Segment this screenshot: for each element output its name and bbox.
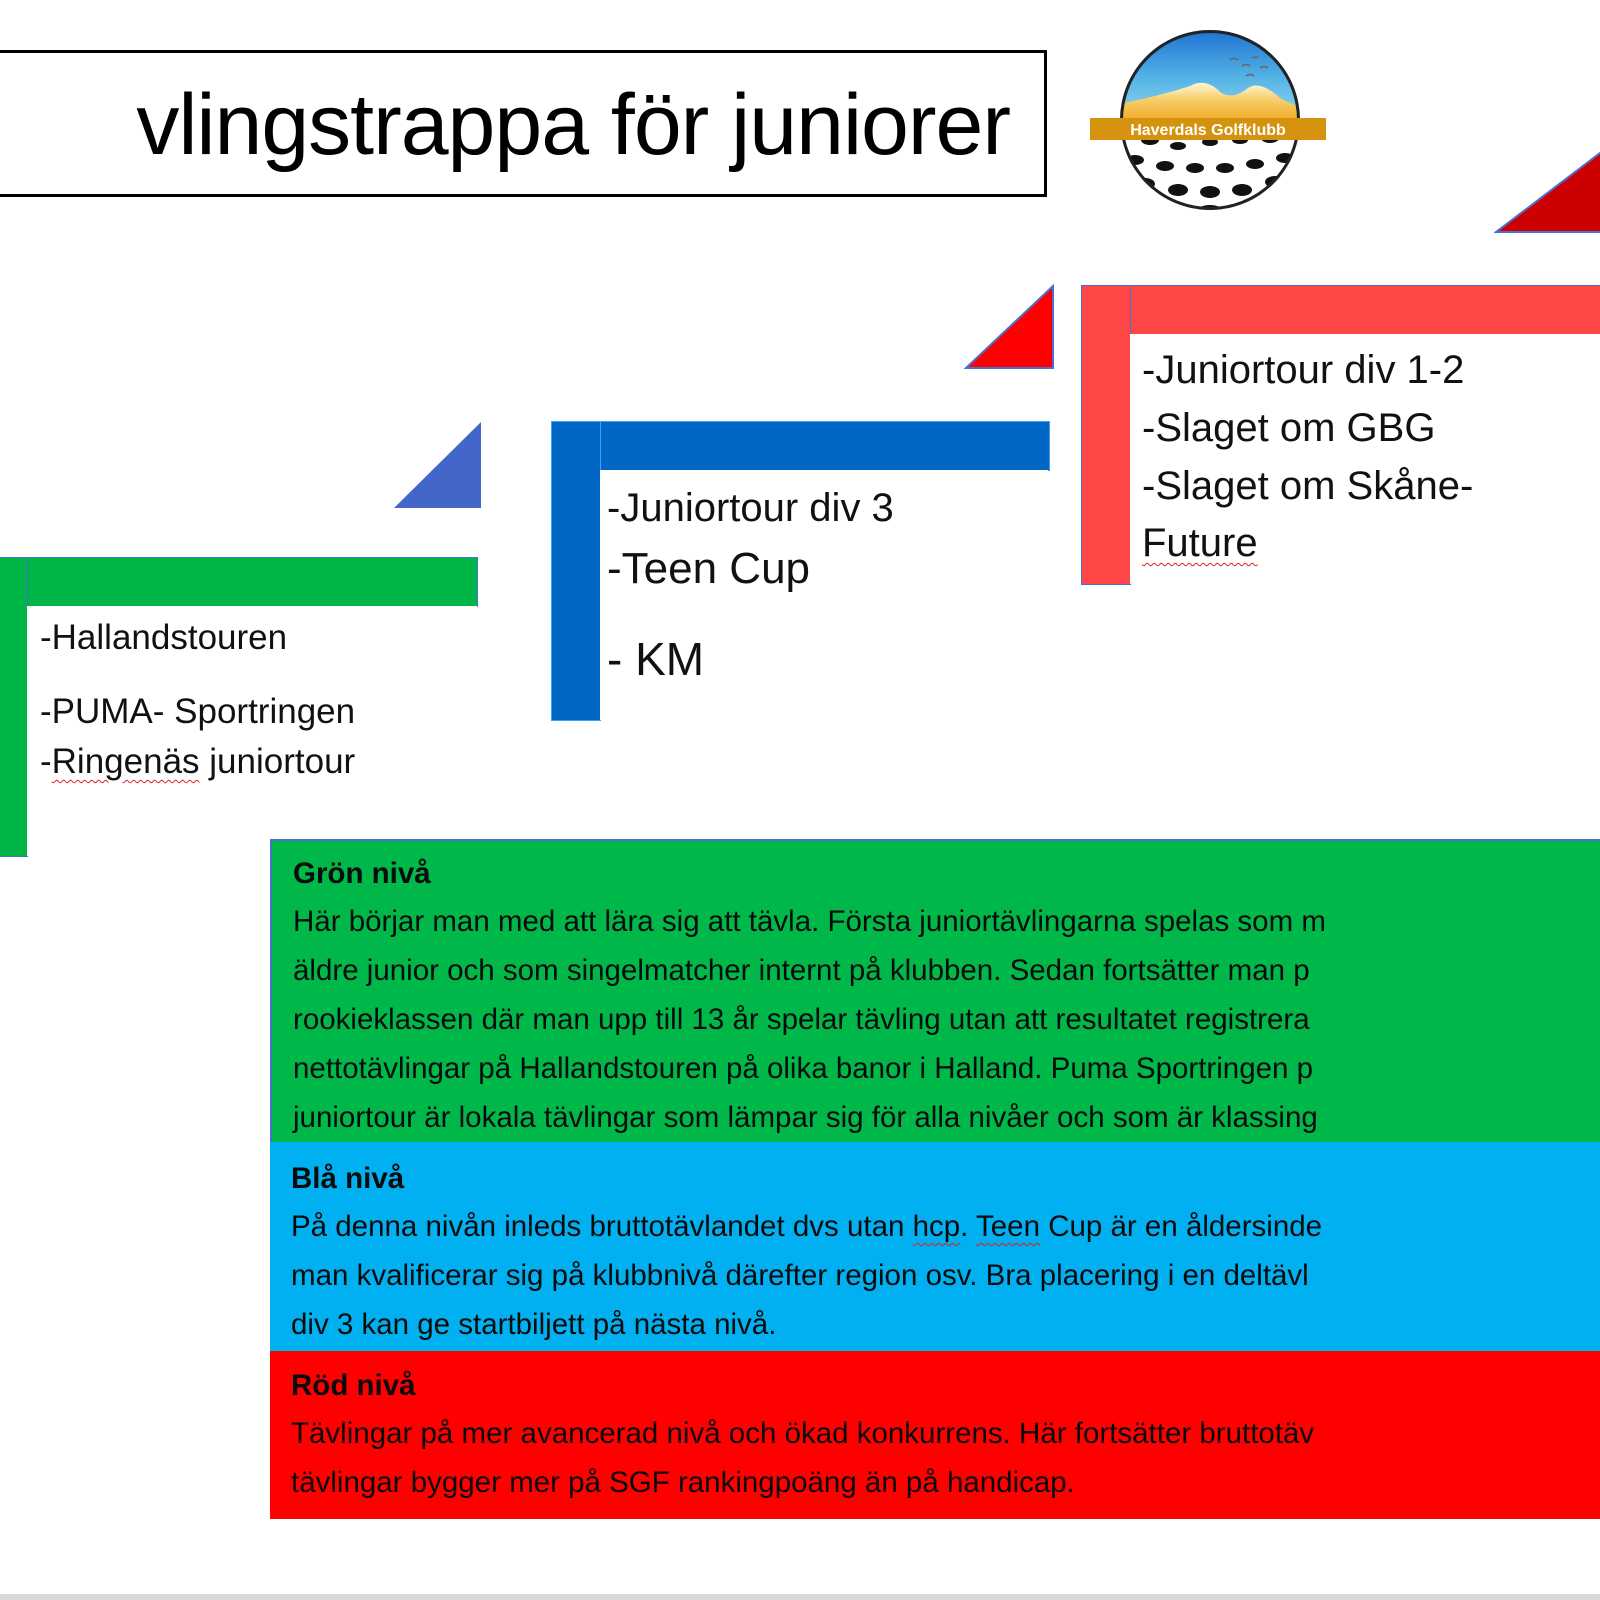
panel-text-line: juniortour är lokala tävlingar som lämpar sig för alla nivåer och som är klassing <box>293 1101 1318 1134</box>
page-title: vlingstrappa för juniorer <box>136 77 1010 173</box>
red-step-arrow-icon <box>1494 150 1600 234</box>
golf-ball-logo-icon <box>1090 28 1326 214</box>
green-step-item: -Ringenäs juniortour <box>40 742 356 781</box>
green-step-item: -PUMA- Sportringen <box>40 692 356 731</box>
green-step-item: -Hallandstouren <box>40 618 288 657</box>
blue-step-item: - KM <box>607 633 705 685</box>
green-level-heading: Grön nivå <box>293 857 431 890</box>
panel-text-line: rookieklassen där man upp till 13 år spelar tävling utan att resultatet registrera <box>293 1003 1310 1036</box>
blue-triangle-arrow-icon <box>392 420 484 510</box>
red-step-item: -Slaget om Skåne- <box>1142 464 1474 508</box>
blue-step-item: -Juniortour div 3 <box>607 486 894 530</box>
red-step-item: Future <box>1142 521 1258 565</box>
red-level-heading: Röd nivå <box>291 1369 416 1402</box>
red-step-item: -Juniortour div 1-2 <box>1142 348 1465 392</box>
red-triangle-arrow-icon <box>964 284 1056 370</box>
panel-text-line: nettotävlingar på Hallandstouren på olika banor i Halland. Puma Sportringen p <box>293 1052 1314 1085</box>
blue-step-item: -Teen Cup <box>607 544 811 593</box>
red-level-panel <box>270 1351 1600 1519</box>
panel-text-line: tävlingar bygger mer på SGF rankingpoäng än på handicap. <box>291 1466 1075 1499</box>
blue-level-heading: Blå nivå <box>291 1162 405 1195</box>
title-box <box>0 50 1047 197</box>
panel-text-line: div 3 kan ge startbiljett på nästa nivå. <box>291 1308 777 1341</box>
panel-text-line: På denna nivån inleds bruttotävlandet dvs utan hcp. Teen Cup är en åldersinde <box>291 1210 1323 1243</box>
club-logo <box>1090 28 1326 214</box>
panel-text-line: Tävlingar på mer avancerad nivå och ökad konkurrens. Här fortsätter bruttotäv <box>291 1417 1315 1450</box>
bottom-edge <box>0 1594 1600 1600</box>
panel-text-line: äldre junior och som singelmatcher internt på klubben. Sedan fortsätter man p <box>293 954 1310 987</box>
panel-text-line: man kvalificerar sig på klubbnivå därefter region osv. Bra placering i en deltävl <box>291 1259 1309 1292</box>
blue-level-panel <box>270 1142 1600 1351</box>
green-level-panel <box>270 839 1600 1142</box>
red-step-item: -Slaget om GBG <box>1142 406 1436 450</box>
panel-text-line: Här börjar man med att lära sig att tävla. Första juniortävlingarna spelas som m <box>293 905 1326 938</box>
svg-text:Haverdals Golfklubb: Haverdals Golfklubb <box>1130 122 1286 139</box>
